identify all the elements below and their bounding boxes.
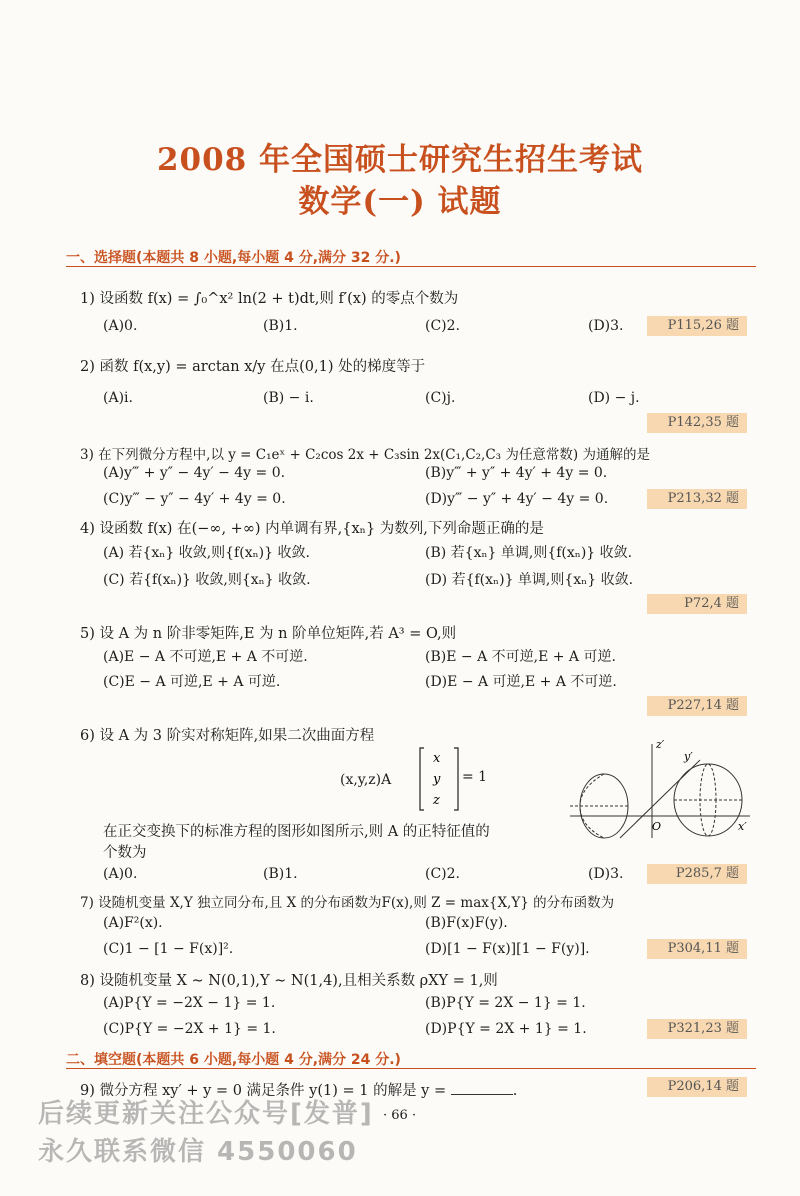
q6-option-c: (C)2. [425, 866, 460, 882]
q3-option-c: (C)y‴ − y″ − 4y′ + 4y = 0. [103, 491, 286, 507]
q4-reference-tag: P72,4 题 [647, 594, 747, 614]
q6-stem-end: 个数为 [103, 845, 147, 861]
q3-option-d: (D)y‴ − y″ + 4y′ − 4y = 0. [425, 491, 609, 507]
exam-title: 2008 年全国硕士研究生招生考试 [156, 142, 644, 178]
q2-option-c: (C)j. [425, 390, 456, 406]
question-5: 5) 设 A 为 n 阶非零矩阵,E 为 n 阶单位矩阵,若 A³ = O,则 [80, 626, 457, 642]
question-8: 8) 设随机变量 X ∼ N(0,1),Y ∼ N(1,4),且相关系数 ρXY = 1,则 [80, 973, 498, 989]
q5-option-c: (C)E − A 可逆,E + A 可逆. [103, 674, 281, 690]
section-heading-fill: 二、填空题(本题共 6 小题,每小题 4 分,满分 24 分.) [66, 1052, 401, 1068]
q7-option-c: (C)1 − [1 − F(x)]². [103, 941, 234, 957]
q5-reference-tag: P227,14 题 [647, 696, 747, 716]
q6-equation-right: = 1 [462, 769, 488, 785]
q4-option-c: (C) 若{f(xₙ)} 收敛,则{xₙ} 收敛. [103, 572, 311, 588]
q2-option-b: (B) − i. [263, 390, 314, 406]
matrix-entry-z: z [433, 793, 440, 808]
question-7: 7) 设随机变量 X,Y 独立同分布,且 X 的分布函数为F(x),则 Z = max{X,Y} 的分布函数为 [80, 895, 615, 911]
page-number: · 66 · [383, 1108, 417, 1123]
q1-reference-tag: P115,26 题 [647, 316, 747, 336]
q5-option-d: (D)E − A 可逆,E + A 不可逆. [425, 674, 617, 690]
q6-hyperboloid-figure [560, 738, 760, 848]
matrix-entry-x: x [433, 751, 441, 766]
q6-option-a: (A)0. [103, 866, 138, 882]
q5-option-b: (B)E − A 不可逆,E + A 可逆. [425, 649, 616, 665]
q2-reference-tag: P142,35 题 [647, 413, 747, 433]
q1-option-d: (D)3. [588, 318, 624, 334]
q4-option-b: (B) 若{xₙ} 单调,则{f(xₙ)} 收敛. [425, 545, 633, 561]
q9-end: . [512, 1083, 518, 1099]
matrix-entry-y: y [433, 772, 441, 787]
x-axis-label: x′ [738, 820, 747, 833]
q8-option-c: (C)P{Y = −2X + 1} = 1. [103, 1021, 276, 1037]
question-6: 6) 设 A 为 3 阶实对称矩阵,如果二次曲面方程 [80, 728, 375, 744]
q6-equation [340, 772, 391, 788]
q3-option-b: (B)y‴ + y″ + 4y′ + 4y = 0. [425, 465, 608, 481]
watermark-line-1: 后续更新关注公众号[发普] [38, 1099, 374, 1129]
q1-option-c: (C)2. [425, 318, 460, 334]
q7-reference-tag: P304,11 题 [647, 939, 747, 959]
section-heading-choice: 一、选择题(本题共 8 小题,每小题 4 分,满分 32 分.) [66, 250, 401, 266]
section-divider [66, 266, 756, 267]
exam-subtitle: 数学(一) 试题 [298, 184, 502, 220]
section-divider [66, 1068, 756, 1069]
question-2: 2) 函数 f(x,y) = arctan x/y 在点(0,1) 处的梯度等于 [80, 359, 426, 375]
q8-reference-tag: P321,23 题 [647, 1019, 747, 1039]
origin-label: O [652, 820, 662, 833]
q6-reference-tag: P285,7 题 [647, 864, 747, 884]
q6-option-d: (D)3. [588, 866, 624, 882]
q8-option-d: (D)P{Y = 2X + 1} = 1. [425, 1021, 587, 1037]
y-axis-label: y′ [684, 750, 693, 763]
q6-equation-left: (x,y,z)A [340, 772, 392, 788]
q3-reference-tag: P213,32 题 [647, 489, 747, 509]
q9-stem: 9) 微分方程 xy′ + y = 0 满足条件 y(1) = 1 的解是 y = [80, 1083, 447, 1099]
question-3: 3) 在下列微分方程中,以 y = C₁eˣ + C₂cos 2x + C₃sin 2x(C₁,C₂,C₃ 为任意常数) 为通解的是 [80, 447, 650, 463]
q2-option-a: (A)i. [103, 390, 133, 406]
q7-option-b: (B)F(x)F(y). [425, 915, 508, 931]
q8-option-a: (A)P{Y = −2X − 1} = 1. [103, 995, 276, 1011]
q7-option-a: (A)F²(x). [103, 915, 163, 931]
q1-option-a: (A)0. [103, 318, 138, 334]
watermark-line-2: 永久联系微信 4550060 [38, 1137, 358, 1167]
q6-stem-continued: 在正交变换下的标准方程的图形如图所示,则 A 的正特征值的 [103, 824, 490, 840]
question-4: 4) 设函数 f(x) 在(−∞, +∞) 内单调有界,{xₙ} 为数列,下列命题正确的是 [80, 521, 544, 537]
q9-answer-blank [451, 1094, 513, 1095]
q2-option-d: (D) − j. [588, 390, 640, 406]
q7-option-d: (D)[1 − F(x)][1 − F(y)]. [425, 941, 590, 957]
q6-option-b: (B)1. [263, 866, 298, 882]
q1-option-b: (B)1. [263, 318, 298, 334]
question-1: 1) 设函数 f(x) = ∫₀^x² ln(2 + t)dt,则 f′(x) 的零点个数为 [80, 291, 459, 307]
q9-reference-tag: P206,14 题 [647, 1077, 747, 1097]
q5-option-a: (A)E − A 不可逆,E + A 不可逆. [103, 649, 308, 665]
q4-option-a: (A) 若{xₙ} 收敛,则{f(xₙ)} 收敛. [103, 545, 310, 561]
q8-option-b: (B)P{Y = 2X − 1} = 1. [425, 995, 586, 1011]
q3-option-a: (A)y‴ + y″ − 4y′ − 4y = 0. [103, 465, 286, 481]
z-axis-label: z′ [656, 738, 665, 751]
q4-option-d: (D) 若{f(xₙ)} 单调,则{xₙ} 收敛. [425, 572, 634, 588]
